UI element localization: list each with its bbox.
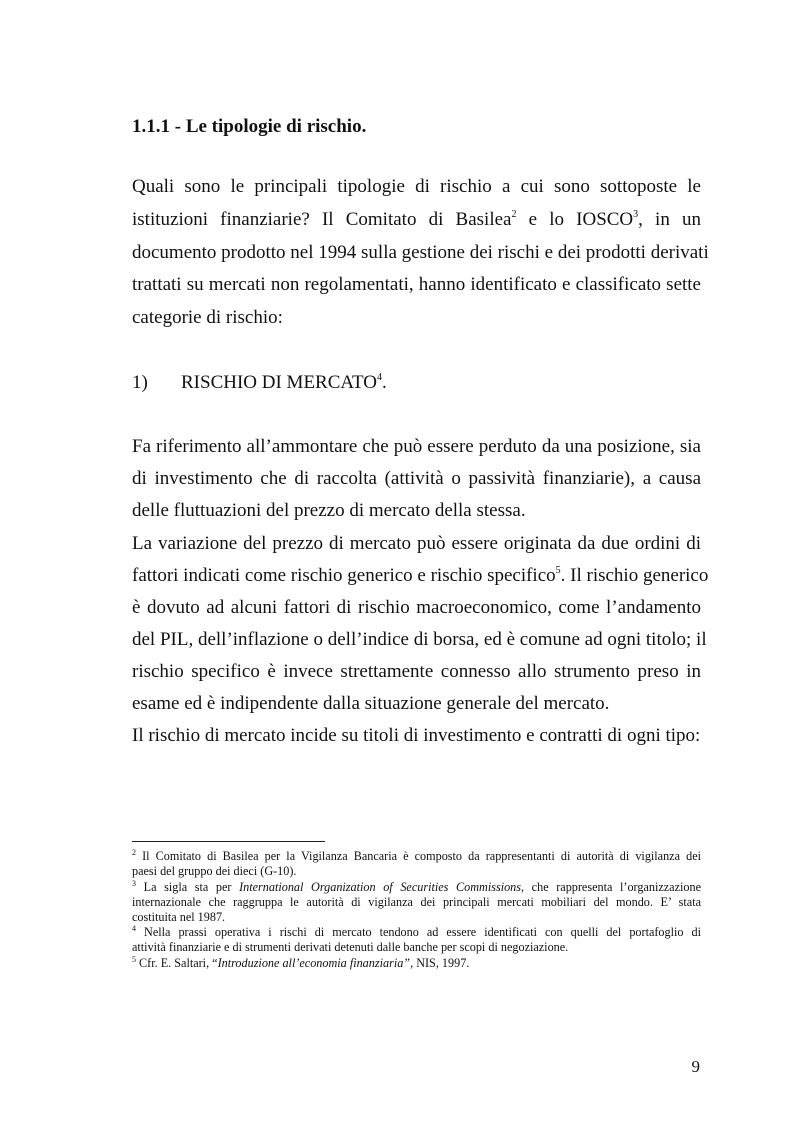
body-line: [132, 500, 701, 522]
italic-text: Introduzione all’economia finanziaria”: [217, 956, 411, 970]
line-text: Fa riferimento all’ammontare che può essere perduto da una posizione, sia: [132, 436, 701, 457]
intro-line: [132, 209, 701, 231]
line-text: , che rappresenta l’organizzazione: [521, 880, 701, 894]
line-text: costituita nel 1987.: [132, 910, 226, 924]
line-text: e lo IOSCO: [516, 209, 634, 230]
line-text: Il rischio di mercato incide su titoli di investimento e contratti di ogni tipo:: [132, 725, 701, 746]
line-text: Nella prassi operativa i rischi di mercato tendono ad essere identificati con quelli del portafoglio di: [136, 925, 701, 939]
footnote-line: [132, 910, 701, 924]
line-text: rischio specifico è invece strettamente connesso allo strumento preso in: [132, 661, 701, 682]
line-text: fattori indicati come rischio generico e rischio specifico: [132, 565, 556, 586]
line-text: trattati su mercati non regolamentati, hanno identificato e classificato sette: [132, 274, 701, 295]
line-text: . Il rischio generico: [560, 565, 709, 586]
line-text: del PIL, dell’inflazione o dell’indice di borsa, ed è comune ad ogni titolo; il: [132, 629, 707, 650]
footnote-marker: 3: [132, 879, 136, 888]
body-line: [132, 725, 701, 747]
intro-line: [132, 176, 701, 198]
footnote-ref: 5: [555, 565, 561, 576]
list-item-number: 1): [132, 372, 148, 393]
line-text: Quali sono le principali tipologie di rischio a cui sono sottoposte le: [132, 176, 701, 197]
line-text: è dovuto ad alcuni fattori di rischio macroeconomico, come l’andamento: [132, 597, 701, 618]
line-text: esame ed è indipendente dalla situazione generale del mercato.: [132, 693, 610, 714]
footnote-line: [132, 880, 701, 894]
page-number: 9: [691, 1057, 700, 1076]
intro-line: [132, 307, 701, 329]
section-heading: 1.1.1 - Le tipologie di rischio.: [132, 116, 367, 137]
body-line: [132, 565, 709, 587]
intro-line: [132, 274, 701, 296]
line-text: , in un: [638, 209, 701, 230]
intro-line: [132, 242, 709, 264]
line-text: istituzioni finanziarie? Il Comitato di Basilea: [132, 209, 512, 230]
footnote-line: [132, 925, 701, 939]
line-text: La variazione del prezzo di mercato può essere originata da due ordini di: [132, 533, 701, 554]
italic-text: International Organization of Securities Commissions: [239, 880, 522, 894]
body-line: [132, 693, 701, 715]
body-line: [132, 661, 701, 683]
footnote-line: [132, 895, 701, 909]
body-line: [132, 597, 701, 619]
footnote-line: [132, 940, 701, 954]
line-text: categorie di rischio:: [132, 307, 283, 328]
line-text: La sigla sta per: [136, 880, 240, 894]
list-item-title: RISCHIO DI MERCATO$^4$.: [181, 372, 387, 393]
body-line: [132, 629, 707, 651]
line-text: paesi del gruppo dei dieci (G-10).: [132, 864, 297, 878]
footnote-line: [132, 864, 701, 878]
footnote-marker: 5: [132, 955, 136, 964]
footnote-separator: [132, 841, 325, 842]
line-text: documento prodotto nel 1994 sulla gestione dei rischi e dei prodotti derivati: [132, 242, 709, 263]
footnote-ref: 2: [511, 209, 517, 220]
line-text: attività finanziarie e di strumenti derivati detenuti dalle banche per scopi di negoziazione.: [132, 940, 569, 954]
line-text: , NIS, 1997.: [410, 956, 470, 970]
line-text: di investimento che di raccolta (attività o passività finanziarie), a causa: [132, 468, 701, 489]
line-text: internazionale che raggruppa le autorità di vigilanza dei principali mercati mobiliari del mondo. E’ stata: [132, 895, 701, 909]
footnote-ref: 3: [633, 209, 639, 220]
footnote-marker: 2: [132, 848, 136, 857]
line-text: delle fluttuazioni del prezzo di mercato della stessa.: [132, 500, 526, 521]
body-line: [132, 436, 701, 458]
body-line: [132, 468, 701, 490]
body-line: [132, 533, 701, 555]
footnote-line: [132, 956, 701, 970]
footnote-marker: 4: [132, 924, 136, 933]
line-text: Il Comitato di Basilea per la Vigilanza Bancaria è composto da rappresentanti di autorità di vigilanza dei: [136, 849, 701, 863]
line-text: Cfr. E. Saltari, “: [136, 956, 218, 970]
footnote-line: [132, 849, 701, 863]
